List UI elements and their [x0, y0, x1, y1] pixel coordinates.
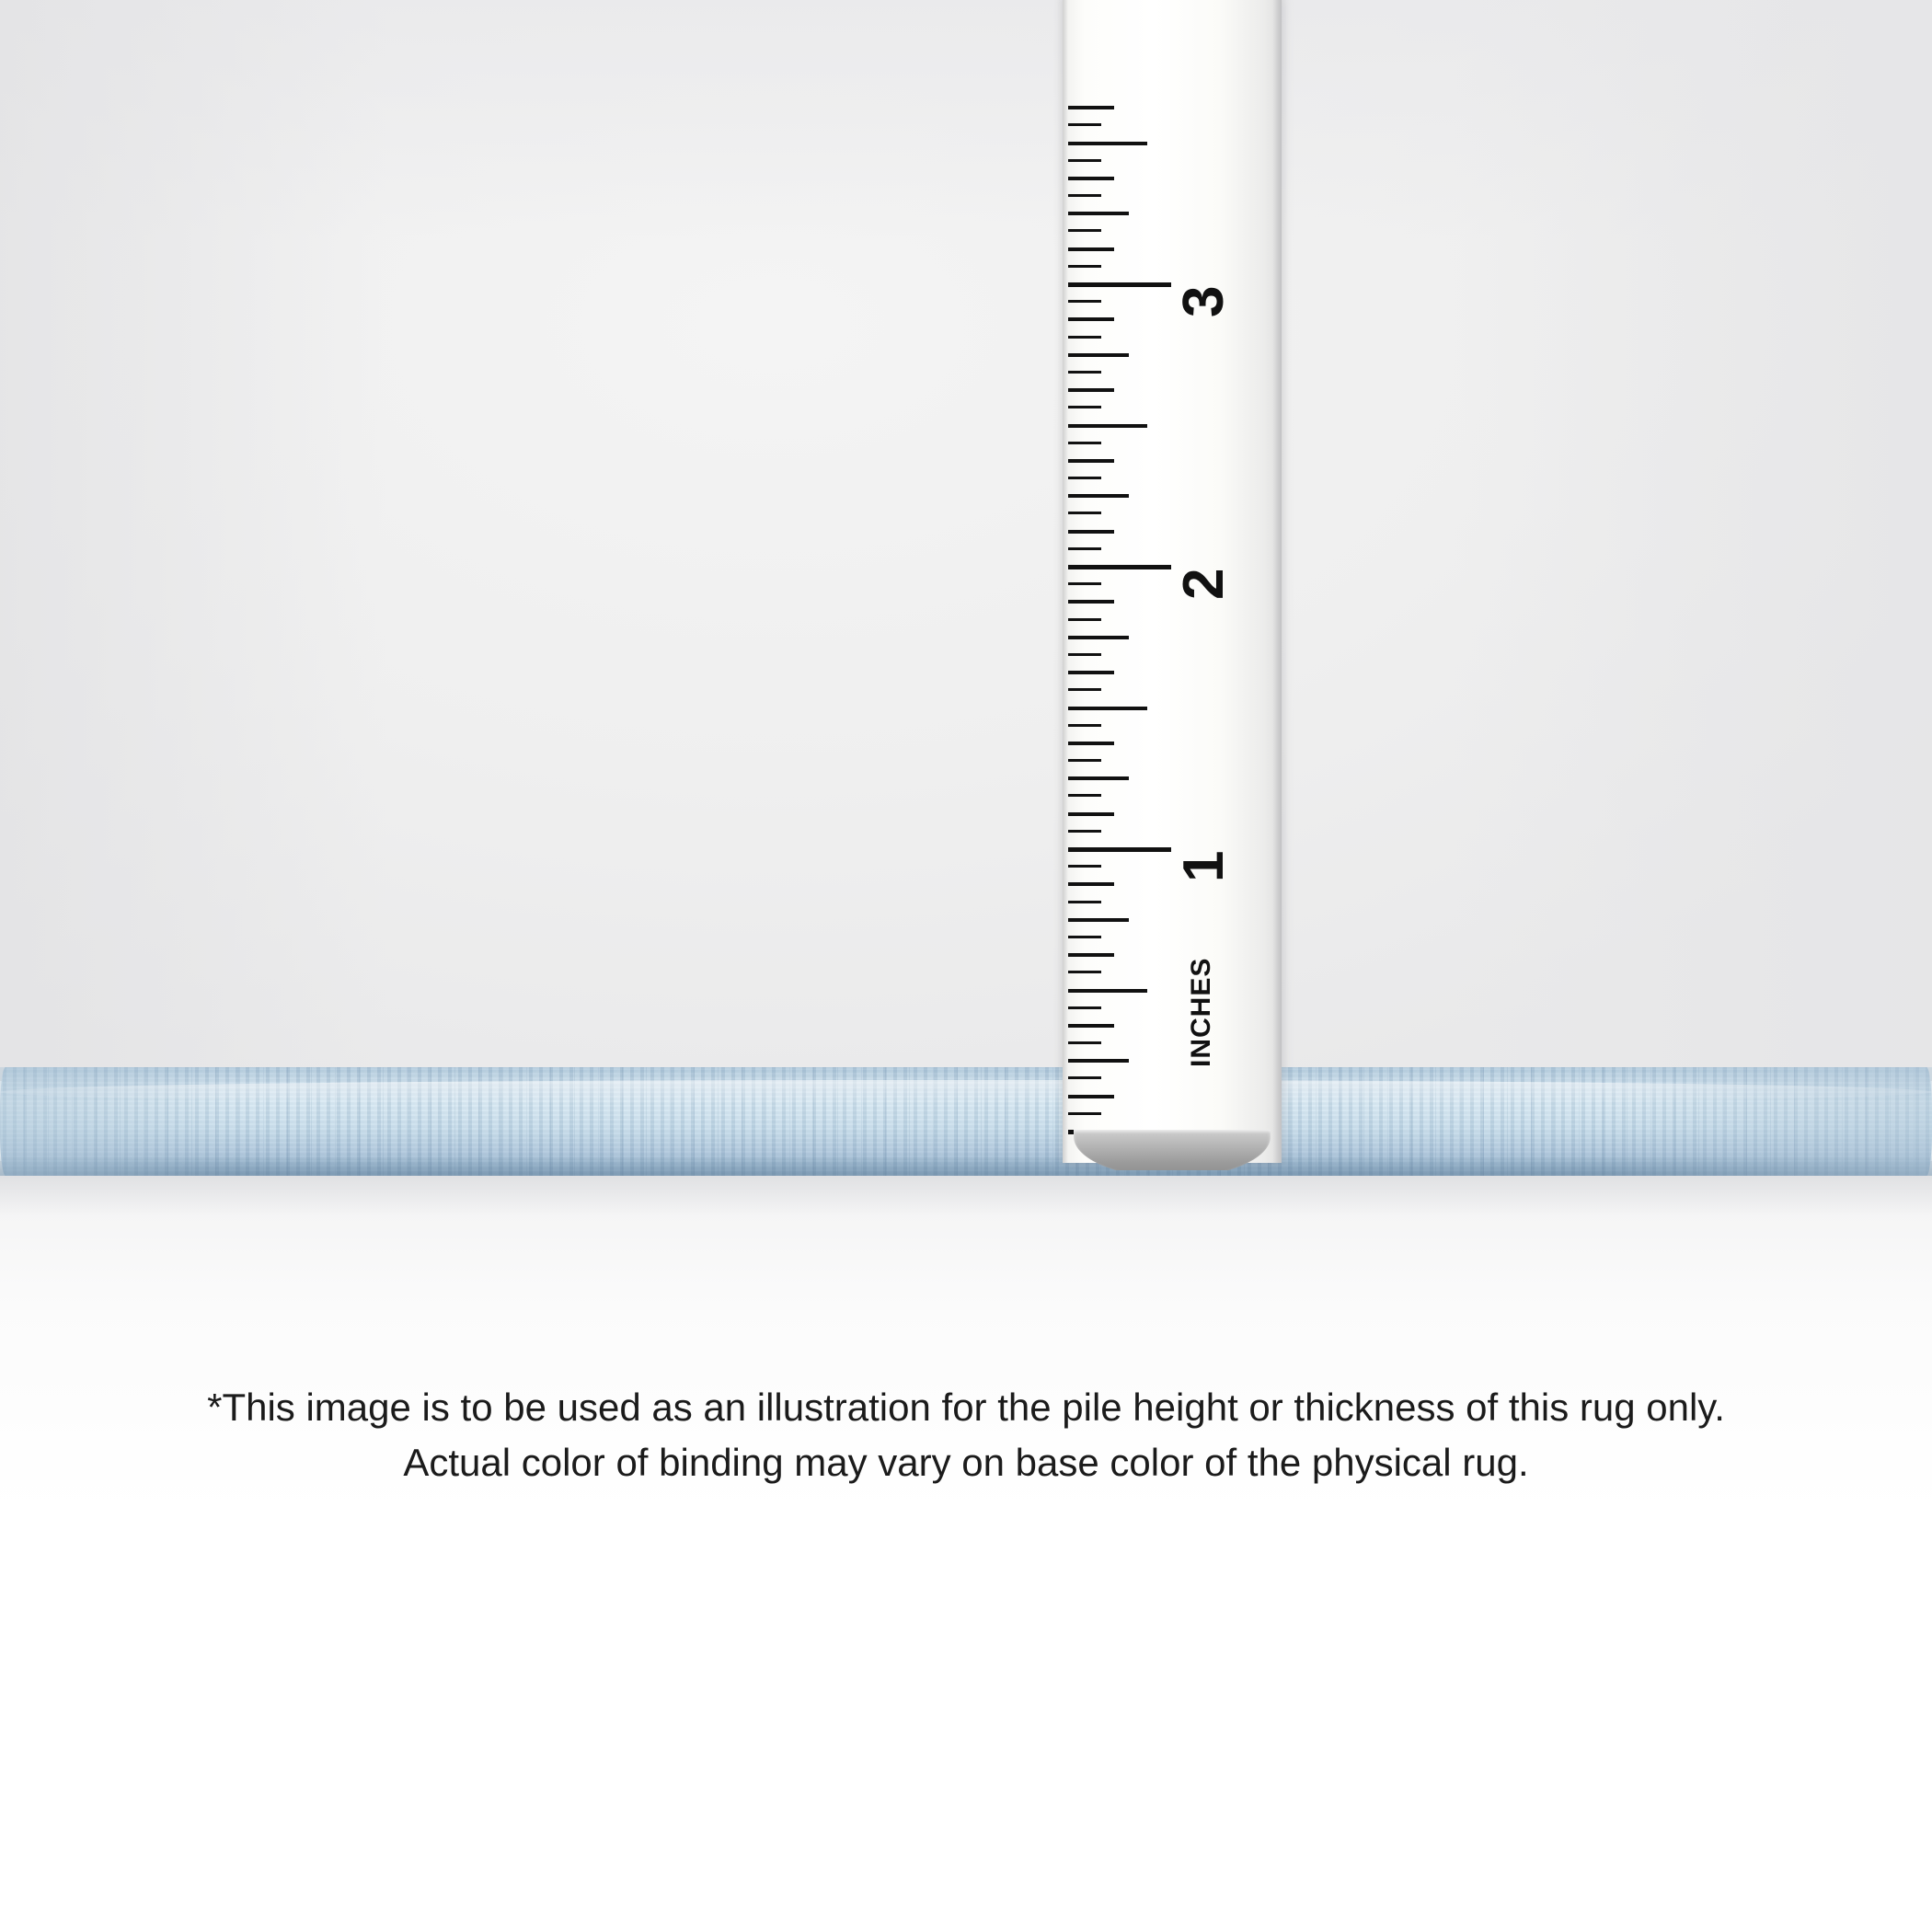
- ruler-tick-sixteenth-right: [1068, 830, 1101, 833]
- ruler-tick-sixteenth-right: [1068, 1112, 1101, 1115]
- ruler-tick-sixteenth-right: [1068, 759, 1101, 762]
- ruler-tick-sixteenth-right: [1068, 265, 1101, 268]
- ruler-tick-sixteenth-right: [1068, 229, 1101, 232]
- ruler-tick-sixteenth-right: [1068, 1041, 1101, 1044]
- ruler-metal-tip: [1063, 1130, 1282, 1170]
- rug-bound-edge: [0, 1067, 1932, 1176]
- ruler-tick-sixteenth-right: [1068, 371, 1101, 374]
- ruler-tick-sixteenth-right: [1068, 865, 1101, 868]
- ruler-tick-sixteenth-right: [1068, 618, 1101, 621]
- ruler-tick-quarter-right: [1068, 636, 1129, 639]
- ruler-tick-eighth-right: [1068, 459, 1114, 463]
- ruler-tick-sixteenth-right: [1068, 1006, 1101, 1009]
- ruler-tick-quarter-right: [1068, 1059, 1129, 1063]
- measuring-ruler: [1063, 0, 1282, 1163]
- ruler-tick-eighth-right: [1068, 953, 1114, 957]
- ruler-tick-sixteenth-right: [1068, 406, 1101, 408]
- backdrop-right-shading: [1454, 0, 1932, 1081]
- ruler-tick-eighth-right: [1068, 600, 1114, 604]
- ruler-tick-eighth-right: [1068, 388, 1114, 392]
- ruler-tick-sixteenth-right: [1068, 300, 1101, 303]
- caption-line-1: *This image is to be used as an illustration for the pile height or thickness of this rug only.: [207, 1386, 1725, 1429]
- disclaimer-caption: [0, 1380, 1932, 1489]
- ruler-tick-sixteenth-right: [1068, 512, 1101, 514]
- ruler-tick-major-right: [1068, 565, 1171, 569]
- ruler-tick-sixteenth-right: [1068, 1076, 1101, 1079]
- ruler-tick-sixteenth-right: [1068, 123, 1101, 126]
- rug-right-shading: [1601, 1067, 1932, 1176]
- ruler-tick-sixteenth-right: [1068, 194, 1101, 197]
- ruler-tick-major-right: [1068, 847, 1171, 852]
- ruler-tick-quarter-right: [1068, 918, 1129, 922]
- backdrop-left-shading: [0, 0, 386, 1081]
- ruler-tick-sixteenth-right: [1068, 971, 1101, 973]
- ruler-tick-eighth-right: [1068, 1095, 1114, 1098]
- caption-line-2: Actual color of binding may vary on base color of the physical rug.: [403, 1440, 1529, 1484]
- ruler-tick-sixteenth-right: [1068, 582, 1101, 585]
- ruler-tick-eighth-right: [1068, 1024, 1114, 1028]
- ruler-metal-tip-cap: [1074, 1130, 1271, 1170]
- ruler-tick-sixteenth-right: [1068, 336, 1101, 339]
- ruler-tick-sixteenth-right: [1068, 688, 1101, 691]
- ruler-unit-label: INCHES: [1186, 958, 1216, 1068]
- ruler-tick-eighth-right: [1068, 742, 1114, 745]
- rug-left-shading: [0, 1067, 239, 1176]
- ruler-number-3: 3: [1172, 285, 1236, 317]
- ruler-tick-eighth-right: [1068, 882, 1114, 886]
- ruler-tick-sixteenth-right: [1068, 159, 1101, 162]
- ruler-tick-eighth-right: [1068, 177, 1114, 180]
- ruler-tick-half-right: [1068, 989, 1147, 993]
- ruler-tick-sixteenth-right: [1068, 653, 1101, 656]
- ruler-tick-eighth-right: [1068, 530, 1114, 534]
- ruler-tick-eighth-right: [1068, 671, 1114, 674]
- ruler-tick-sixteenth-right: [1068, 936, 1101, 938]
- ruler-number-2: 2: [1172, 568, 1236, 600]
- ruler-tick-eighth-right: [1068, 247, 1114, 251]
- ruler-tick-sixteenth-right: [1068, 901, 1101, 903]
- ruler-tick-sixteenth-right: [1068, 477, 1101, 479]
- studio-floor: [0, 1168, 1932, 1932]
- ruler-tick-half-right: [1068, 707, 1147, 710]
- ruler-tick-major-right: [1068, 282, 1171, 287]
- ruler-tick-eighth-right: [1068, 106, 1114, 109]
- ruler-tick-sixteenth-right: [1068, 547, 1101, 550]
- ruler-tick-half-right: [1068, 424, 1147, 428]
- ruler-tick-sixteenth-right: [1068, 442, 1101, 444]
- ruler-tick-quarter-right: [1068, 776, 1129, 780]
- ruler-tick-sixteenth-right: [1068, 794, 1101, 797]
- ruler-tick-eighth-right: [1068, 317, 1114, 321]
- ruler-number-1: 1: [1172, 850, 1236, 882]
- ruler-tick-sixteenth-right: [1068, 724, 1101, 727]
- ruler-right-edge-shading: [1272, 0, 1282, 1163]
- ruler-tick-quarter-right: [1068, 353, 1129, 357]
- ruler-tick-quarter-right: [1068, 494, 1129, 498]
- ruler-tick-eighth-right: [1068, 812, 1114, 816]
- ruler-tick-half-right: [1068, 142, 1147, 145]
- ruler-tick-quarter-right: [1068, 212, 1129, 215]
